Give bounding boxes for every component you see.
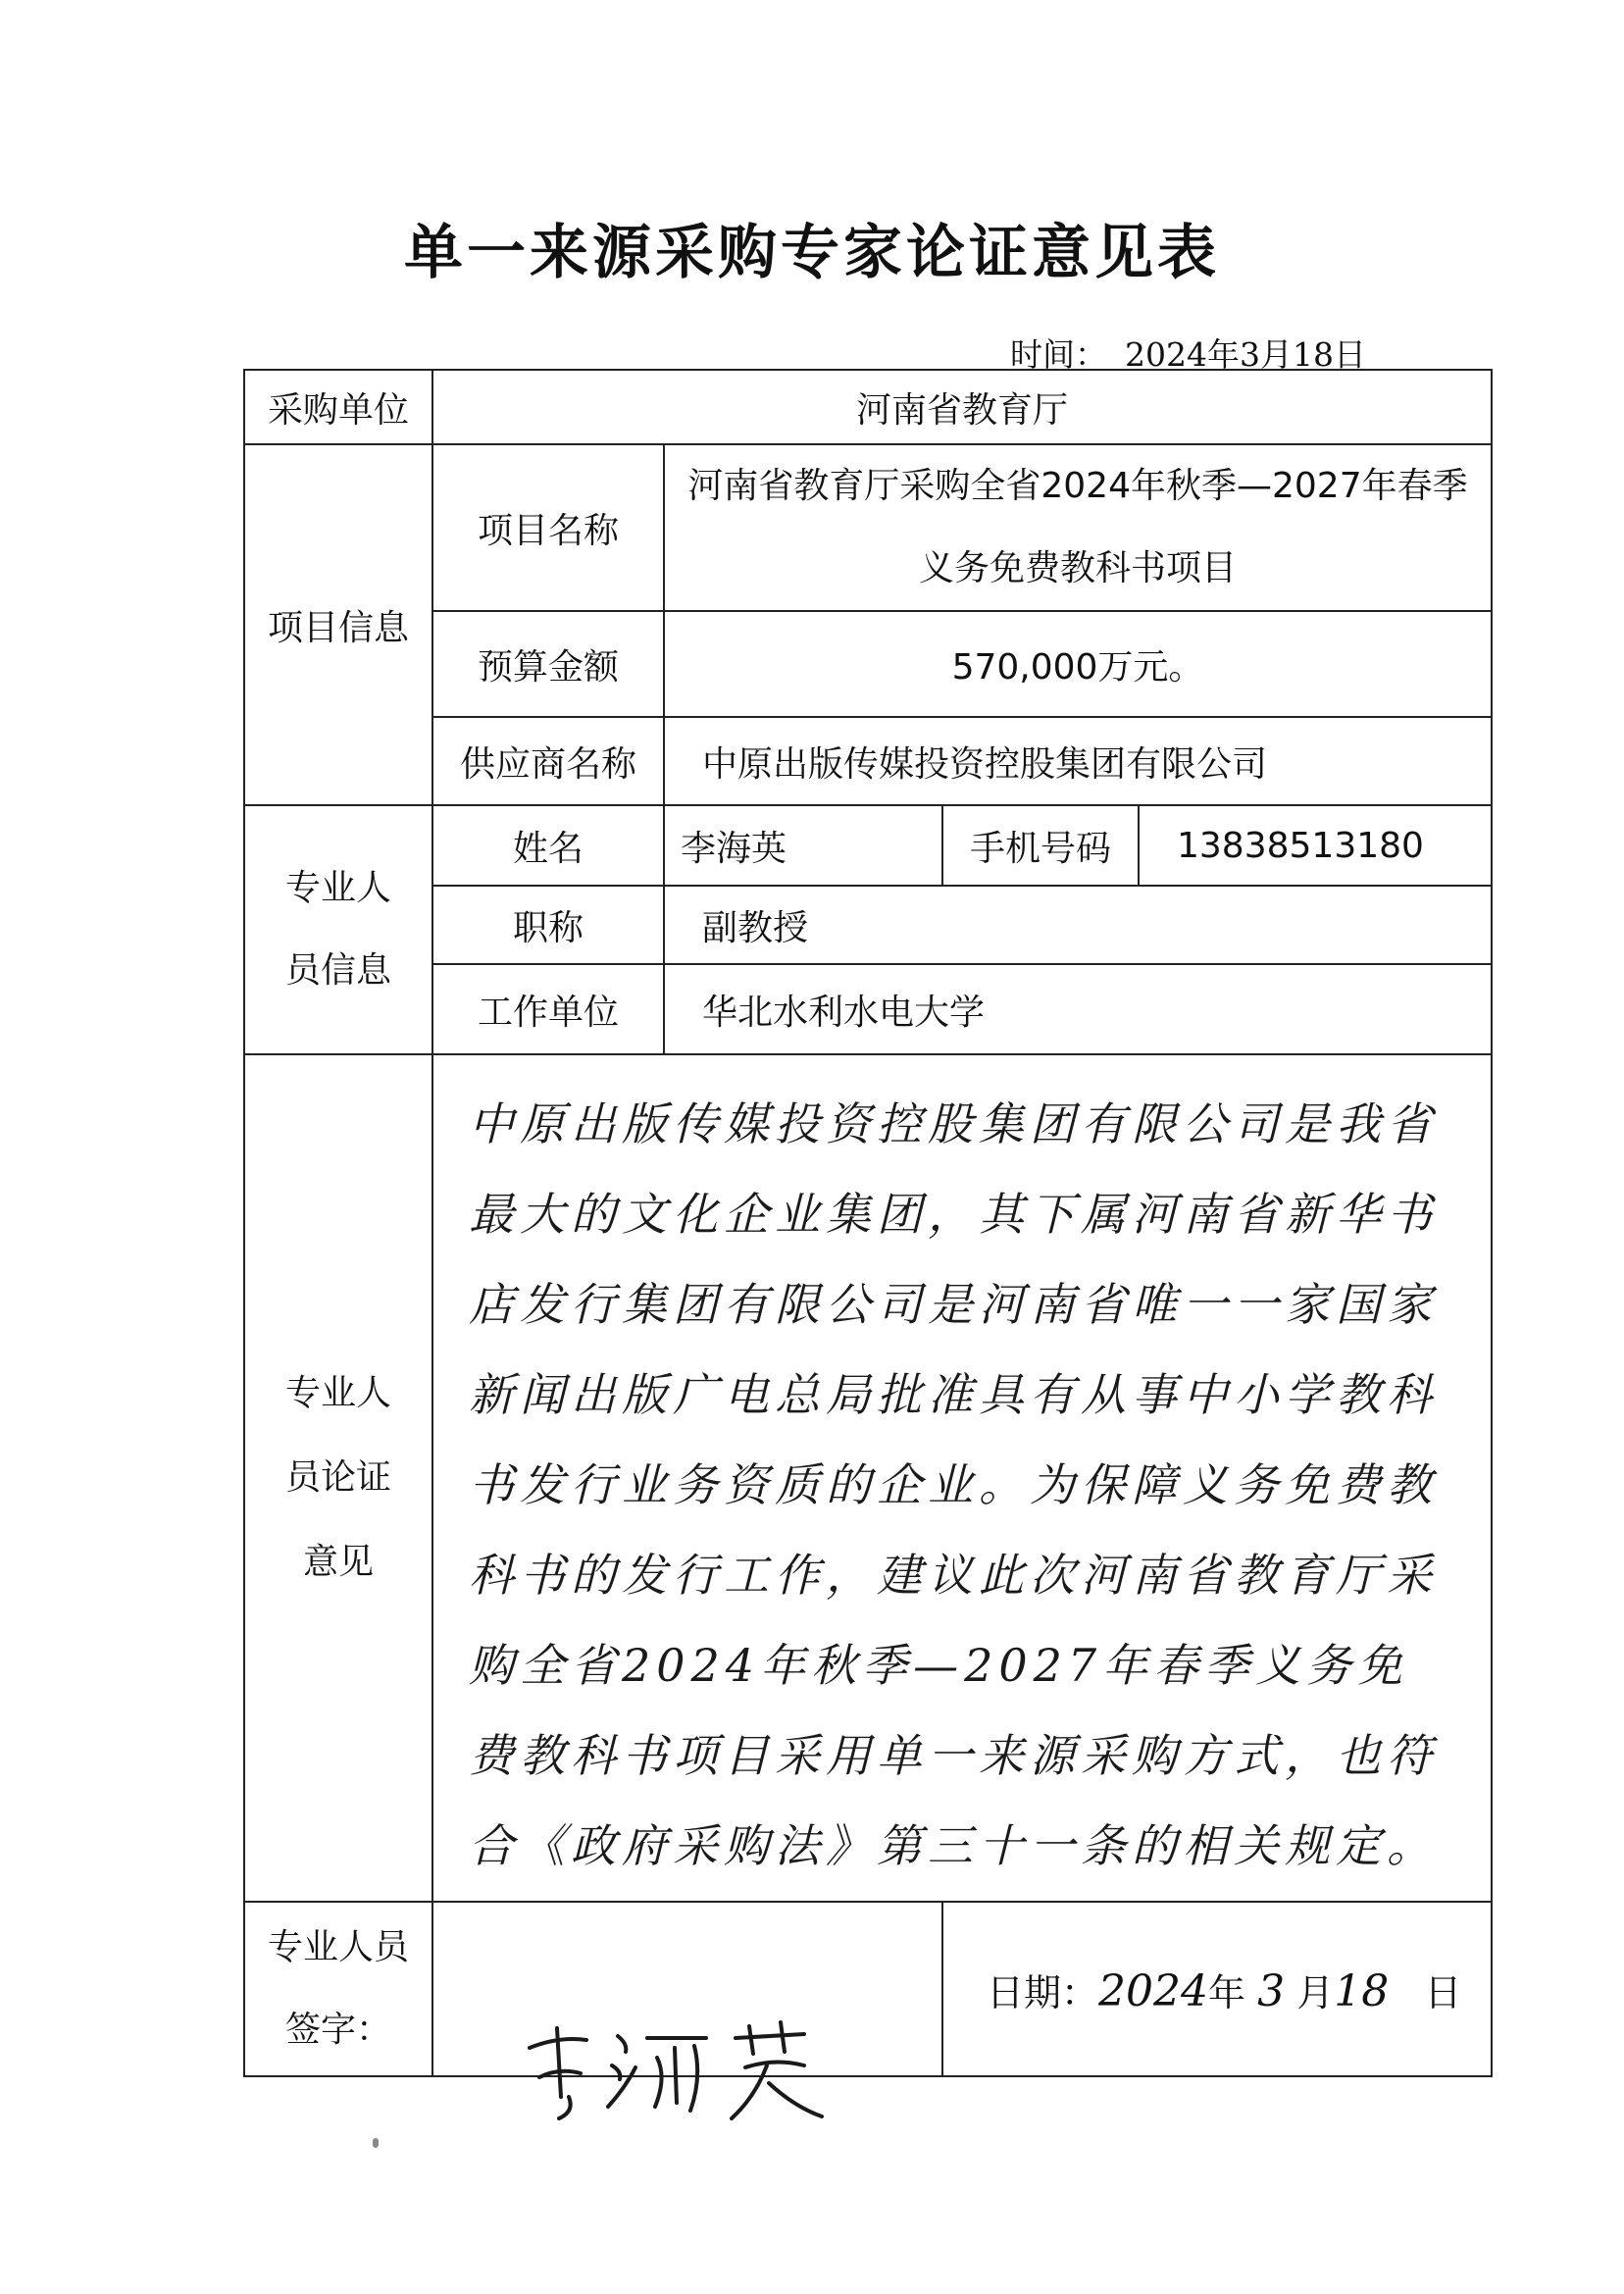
date-label: 时间：	[1010, 335, 1107, 374]
sign-year-unit: 年	[1208, 1970, 1246, 2014]
expert-name-value: 李海英	[664, 805, 942, 886]
sign-date-label: 日期：	[987, 1970, 1099, 2014]
expert-name-label: 姓名	[432, 805, 664, 886]
purchaser-value: 河南省教育厅	[432, 370, 1492, 444]
supplier-label: 供应商名称	[432, 717, 664, 805]
work-unit-label: 工作单位	[432, 964, 664, 1054]
sign-month: 3	[1257, 1965, 1286, 2016]
purchaser-label: 采购单位	[244, 370, 432, 444]
budget-value: 570,000万元。	[664, 611, 1492, 717]
project-name-value: 河南省教育厅采购全省2024年秋季—2027年春季义务免费教科书项目	[664, 444, 1492, 611]
expert-title-value: 副教授	[664, 886, 1492, 964]
sign-month-unit: 月	[1296, 1970, 1335, 2014]
signature-date	[942, 1902, 1492, 2076]
work-unit-value: 华北水利水电大学	[664, 964, 1492, 1054]
project-info-label: 项目信息	[244, 444, 432, 805]
page-title: 单一来源采购专家论证意见表	[404, 219, 1220, 287]
opinion-label: 专业人员论证意见	[244, 1054, 432, 1902]
budget-label: 预算金额	[432, 611, 664, 717]
sign-day: 18	[1334, 1965, 1390, 2016]
handwritten-signature	[510, 2009, 843, 2136]
signature-label: 专业人员签字：	[244, 1902, 432, 2076]
expert-info-label: 专业人员信息	[244, 805, 432, 1054]
scan-speck	[373, 2138, 379, 2148]
phone-label: 手机号码	[942, 805, 1139, 886]
signature-cell	[432, 1902, 942, 2076]
date-value: 2024年3月18日	[1125, 335, 1366, 374]
sign-year: 2024	[1098, 1965, 1208, 2016]
expert-title-label: 职称	[432, 886, 664, 964]
sign-day-unit: 日	[1424, 1970, 1462, 2014]
form-table	[243, 369, 1493, 2077]
opinion-text: 中原出版传媒投资控股集团有限公司是我省最大的文化企业集团，其下属河南省新华书店发行集团有限公司是河南省唯一一家国家新闻出版广电总局批准具有从事中小学教科书发行业务资质的企业。为保障义务免费教科书的发行工作，建议此次河南省教育厅采购全省2024年秋季—2027年春季义务免费教科书项目采用单一来源采购方式，也符合《政府采购法》第三十一条的相关规定。	[432, 1054, 1492, 1902]
project-name-label: 项目名称	[432, 444, 664, 611]
phone-value: 13838513180	[1139, 805, 1492, 886]
supplier-value: 中原出版传媒投资控股集团有限公司	[664, 717, 1492, 805]
